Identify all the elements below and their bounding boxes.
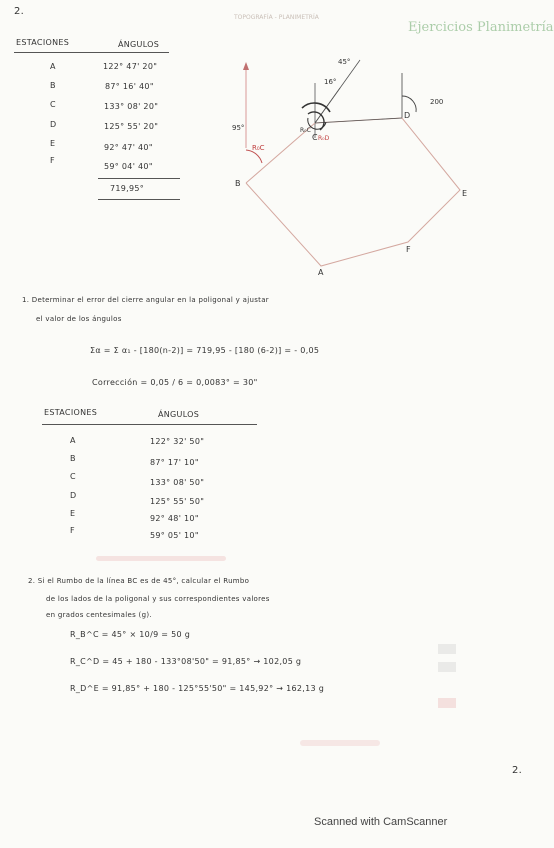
item-2-line-3: en grados centesimales (g).	[46, 611, 152, 619]
table-row: A	[50, 62, 56, 71]
table-cell: 59° 05' 10"	[150, 531, 199, 540]
scanner-footer: Scanned with CamScanner	[314, 816, 448, 828]
page-number-top: 2.	[14, 6, 25, 17]
item-1-line-1: 1. Determinar el error del cierre angular en la poligonal y ajustar	[22, 296, 269, 304]
table-cell: 92° 48' 10"	[150, 514, 199, 523]
rumbo-label-bc: R₀C	[300, 127, 311, 134]
equation-rumbo-bc: R_B^C = 45° × 10/9 = 50 g	[70, 630, 191, 639]
equation-rumbo-cd: R_C^D = 45 + 180 - 133°08'50" = 91,85° → 102,05 g	[70, 657, 302, 666]
formula-error: Σα = Σ α₁ - [180(n-2)] = 719,95 - [180 (6-2)] = - 0,05	[90, 346, 320, 355]
table-2-header-stations: ESTACIONES	[44, 408, 98, 417]
angle-45: 45°	[338, 58, 351, 66]
item-2-line-1: 2. Si el Rumbo de la línea BC es de 45°, calcular el Rumbo	[28, 577, 250, 585]
table-1-total: 719,95°	[110, 184, 145, 193]
angle-200: 200	[430, 98, 444, 106]
table-cell: 87° 17' 10"	[150, 458, 199, 467]
table-row: E	[50, 139, 56, 148]
traverse-diagram	[220, 38, 520, 278]
bleed-smudge	[300, 740, 380, 746]
table-cell: 133° 08' 50"	[150, 478, 205, 487]
equation-rumbo-de: R_D^E = 91,85° + 180 - 125°55'50" = 145,92° → 162,13 g	[70, 684, 325, 693]
table-row: C	[50, 100, 56, 109]
bleed-mark	[438, 662, 456, 672]
item-2-line-2: de los lados de la poligonal y sus correspondientes valores	[46, 595, 270, 603]
table-1-header-stations: ESTACIONES	[16, 38, 70, 47]
table-cell: 87° 16' 40"	[105, 82, 154, 91]
table-row: D	[50, 120, 57, 129]
faint-small-header: TOPOGRAFÍA - PLANIMETRÍA	[234, 14, 319, 21]
table-cell: 92° 47' 40"	[104, 143, 153, 152]
table-row: A	[70, 436, 76, 445]
table-row: B	[50, 81, 56, 90]
rumbo-label-b: R₀C	[252, 144, 265, 152]
label-f: F	[406, 245, 411, 254]
formula-correction: Corrección = 0,05 / 6 = 0,0083° = 30"	[92, 378, 258, 387]
rumbo-label-cd: R₀D	[318, 135, 330, 142]
table-cell: 122° 32' 50"	[150, 437, 205, 446]
table-2-header-angles: ÁNGULOS	[158, 410, 200, 419]
faint-header: Ejercicios Planimetría	[408, 20, 554, 35]
angle-16: 16°	[324, 78, 337, 86]
angle-95: 95°	[232, 124, 245, 132]
table-cell: 133° 08' 20"	[104, 102, 159, 111]
table-row: B	[70, 454, 76, 463]
bleed-smudge	[96, 556, 226, 561]
label-c: C	[312, 133, 318, 142]
label-b: B	[235, 179, 241, 188]
table-row: D	[70, 491, 77, 500]
bleed-mark	[438, 698, 456, 708]
table-cell: 59° 04' 40"	[104, 162, 153, 171]
table-row: F	[70, 526, 75, 535]
page-number-bottom: 2.	[512, 765, 523, 776]
table-row: F	[50, 156, 55, 165]
item-1-line-2: el valor de los ángulos	[36, 315, 122, 323]
table-row: E	[70, 509, 76, 518]
table-1-header-angles: ÁNGULOS	[118, 40, 160, 49]
table-row: C	[70, 472, 76, 481]
table-cell: 122° 47' 20"	[103, 62, 158, 71]
bleed-mark	[438, 644, 456, 654]
label-a: A	[318, 268, 324, 277]
table-cell: 125° 55' 20"	[104, 122, 159, 131]
label-e: E	[462, 189, 468, 198]
label-d: D	[404, 111, 411, 120]
table-cell: 125° 55' 50"	[150, 497, 205, 506]
